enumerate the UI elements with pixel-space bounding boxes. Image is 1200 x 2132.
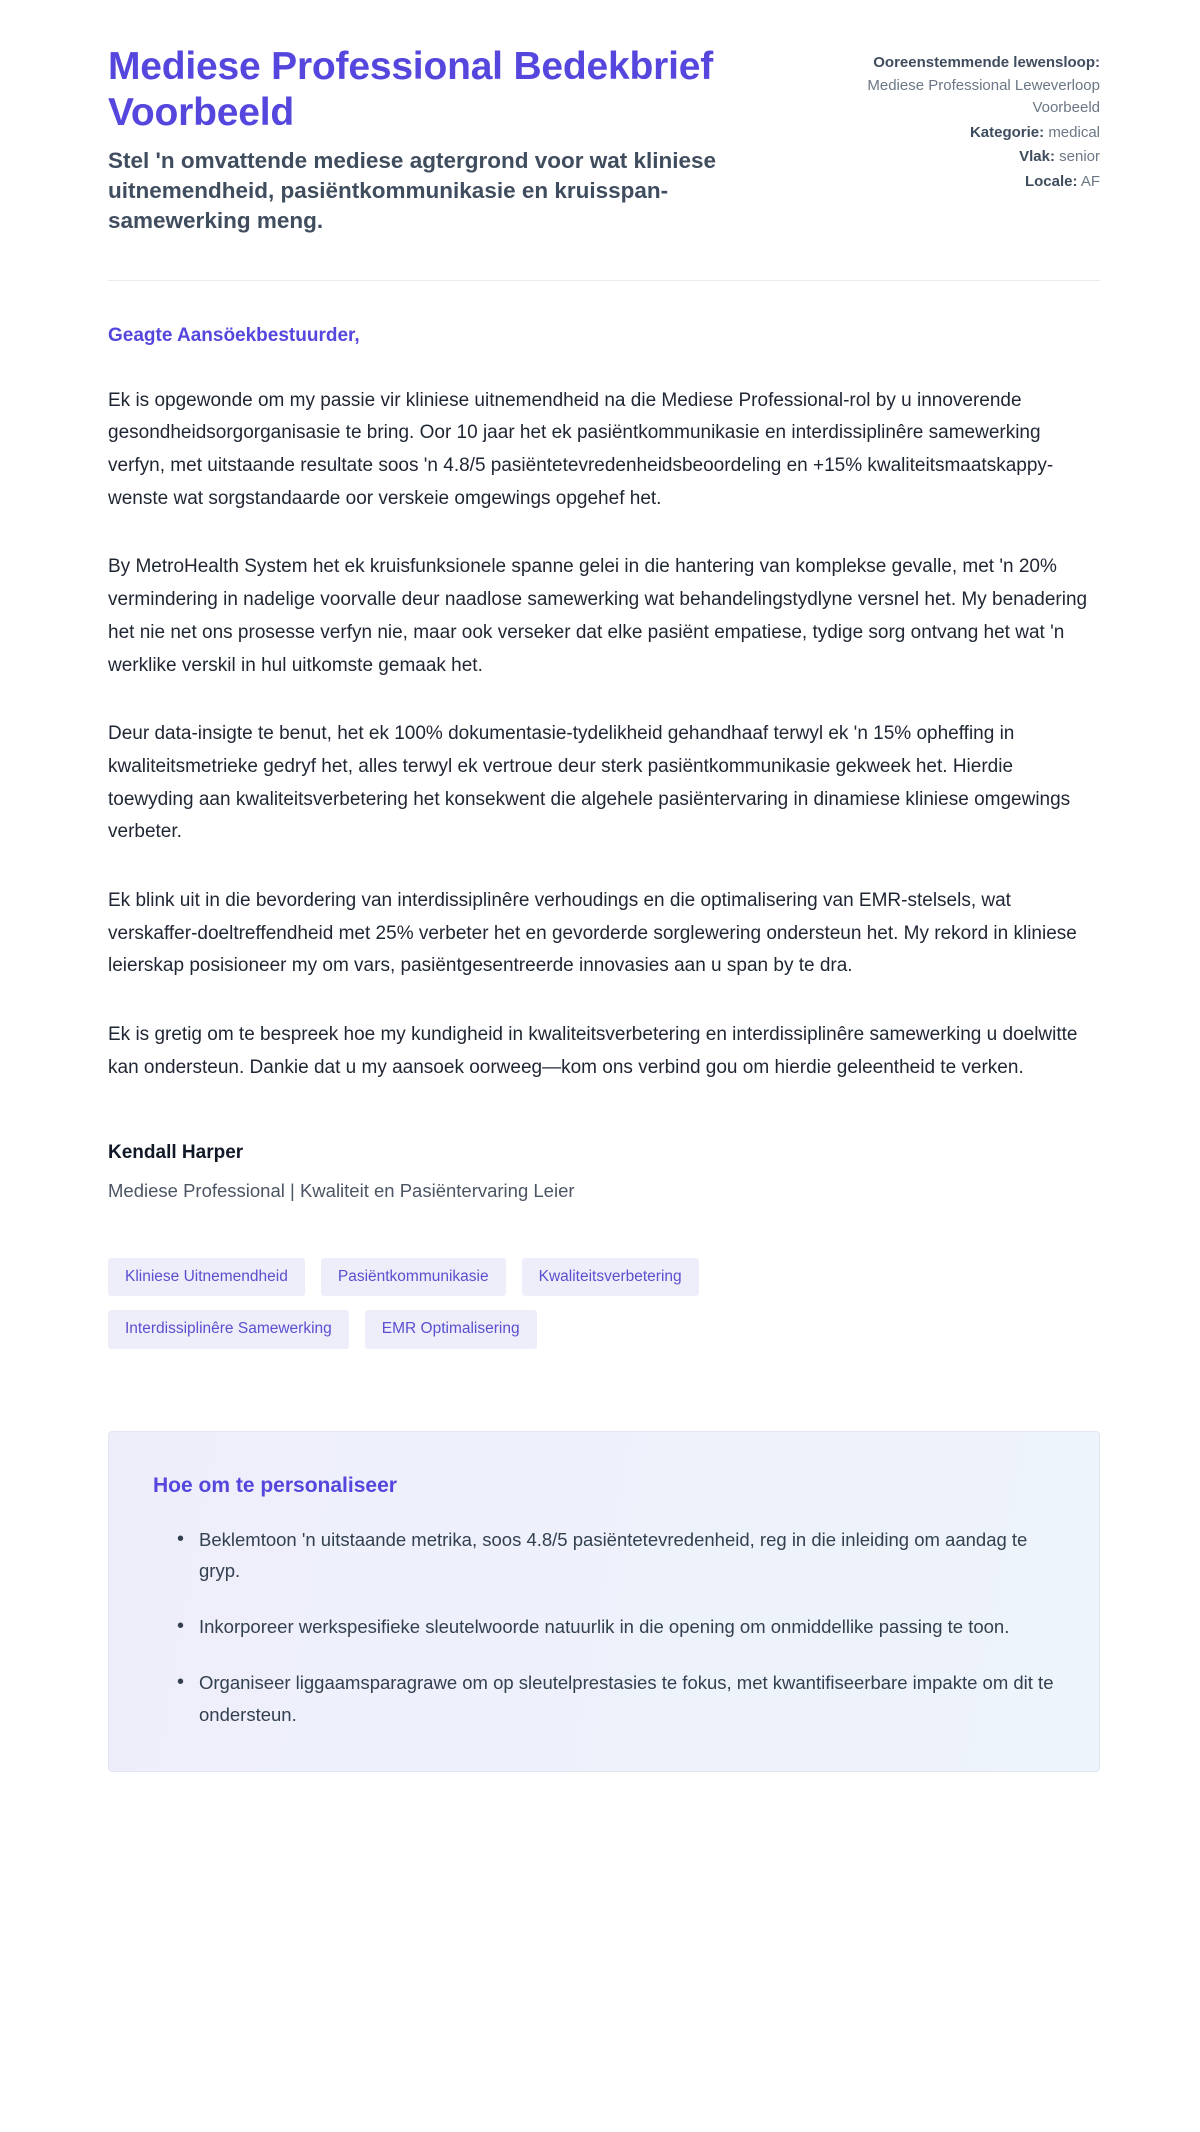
metadata-label: Kategorie: <box>969 123 1045 141</box>
signature-block <box>108 1142 1100 1202</box>
tag-chip[interactable]: Interdissiplinêre Samewerking <box>108 1310 349 1348</box>
letter-paragraph: Ek is gretig om te bespreek hoe my kundigheid in kwaliteitsverbetering en interdissiplinêre samewerking u doelwitte kan ondersteun. Dankie dat u my aansoek oorweeg—kom ons verbind gou om hierdie geleentheid te verken. <box>108 1023 1078 1078</box>
metadata-row-locale <box>850 171 1100 194</box>
tag-list <box>108 1258 848 1348</box>
letter-paragraph: Ek is opgewonde om my passie vir kliniese uitnemendheid na die Mediese Professional-rol by u innoverende gesondheidsorgorganisasie te bring. Oor 10 jaar het ek pasiëntkommunikasie en interdissiplinêre samewerking verfyn, met uitstaande resultate soos 'n 4.8/5 pasiëntetevredenheidsbeoordeling en +15% kwaliteitsmaatskappy-wenste wat sorgstandaarde oor verskeie omgewings opgehef het. <box>108 389 1054 509</box>
callout-title: Hoe om te personaliseer <box>153 1473 397 1497</box>
callout-tip-list <box>153 1524 1055 1731</box>
metadata-row-level <box>850 146 1100 169</box>
page-header <box>108 44 1100 236</box>
callout-tip-item: • Beklemtoon 'n uitstaande metrika, soos 4.8/5 pasiëntetevredenheid, reg in die inleiding om aandag te gryp. <box>177 1524 1055 1588</box>
metadata-value: senior <box>1059 148 1100 165</box>
metadata-label: Locale: <box>1024 172 1078 190</box>
metadata-label: Vlak: <box>1019 148 1055 165</box>
personalization-callout <box>108 1431 1100 1772</box>
letter-paragraph: Ek blink uit in die bevordering van interdissiplinêre verhoudings en die optimalisering van EMR-stelsels, wat verskaffer-doeltreffendheid met 25% verbeter het en gevorderde sorglewering ondersteun het. My rekord in kliniese leierskap posisioneer my om vars, pasiëntgesentreerde innovasies aan u span by te dra. <box>108 889 1077 977</box>
callout-tip-item: • Inkorporeer werkspesifieke sleutelwoorde natuurlik in die opening om onmiddellike passing te toon. <box>177 1611 1055 1643</box>
metadata-value: medical <box>1048 123 1100 141</box>
document-metadata <box>850 44 1100 195</box>
tag-chip[interactable]: Kliniese Uitnemendheid <box>108 1258 305 1296</box>
signature-name: Kendall Harper <box>108 1142 244 1164</box>
header-text-block <box>108 44 768 236</box>
page-subtitle: Stel 'n omvattende mediese agtergrond voor wat kliniese uitnemendheid, pasiëntkommunikasie en kruisspan-samewerking meng. <box>108 148 717 233</box>
callout-tip-item: • Organiseer liggaamsparagrawe om op sleutelprestasies te fokus, met kwantifiseerbare impakte om dit te ondersteun. <box>177 1667 1055 1731</box>
letter-paragraph: By MetroHealth System het ek kruisfunksionele spanne gelei in die hantering van komplekse gevalle, met 'n 20% vermindering in nadelige voorvalle deur naadlose samewerking wat behandelingstydlyne versnel het. My benadering het nie net ons prosesse verfyn nie, maar ook verseker dat elke pasiënt empatiese, tydige sorg ontvang het wat 'n werklike verskil in hul uitkomste gemaak het. <box>108 556 1088 676</box>
salutation: Geagte Aansöekbestuurder, <box>108 324 360 346</box>
signature-role: Mediese Professional | Kwaliteit en Pasiëntervaring Leier <box>108 1180 575 1202</box>
metadata-row-matching-resume <box>850 52 1100 120</box>
metadata-label: Ooreenstemmende lewensloop: <box>873 54 1100 71</box>
tag-chip[interactable]: EMR Optimalisering <box>365 1310 537 1348</box>
tag-chip[interactable]: Pasiëntkommunikasie <box>321 1258 506 1296</box>
page-title: Mediese Professional Bedekbrief Voorbeeld <box>108 45 714 135</box>
letter-paragraph: Deur data-insigte te benut, het ek 100% dokumentasie-tydelikheid gehandhaaf terwyl ek 'n 15% opheffing in kwaliteitsmetrieke gedryf het, alles terwyl ek vertroue deur sterk pasiëntkommunikasie gekweek het. Hierdie toewyding aan kwaliteitsverbetering het konsekwent die algehele pasiëntervaring in dinamiese kliniese omgewings verbeter. <box>108 723 1071 843</box>
tag-chip[interactable]: Kwaliteitsverbetering <box>522 1258 699 1296</box>
metadata-value: AF <box>1080 172 1100 190</box>
letter-body <box>108 281 1100 1202</box>
metadata-value: Mediese Professional Leweverloop Voorbeeld <box>867 76 1100 116</box>
metadata-row-category <box>850 122 1100 145</box>
